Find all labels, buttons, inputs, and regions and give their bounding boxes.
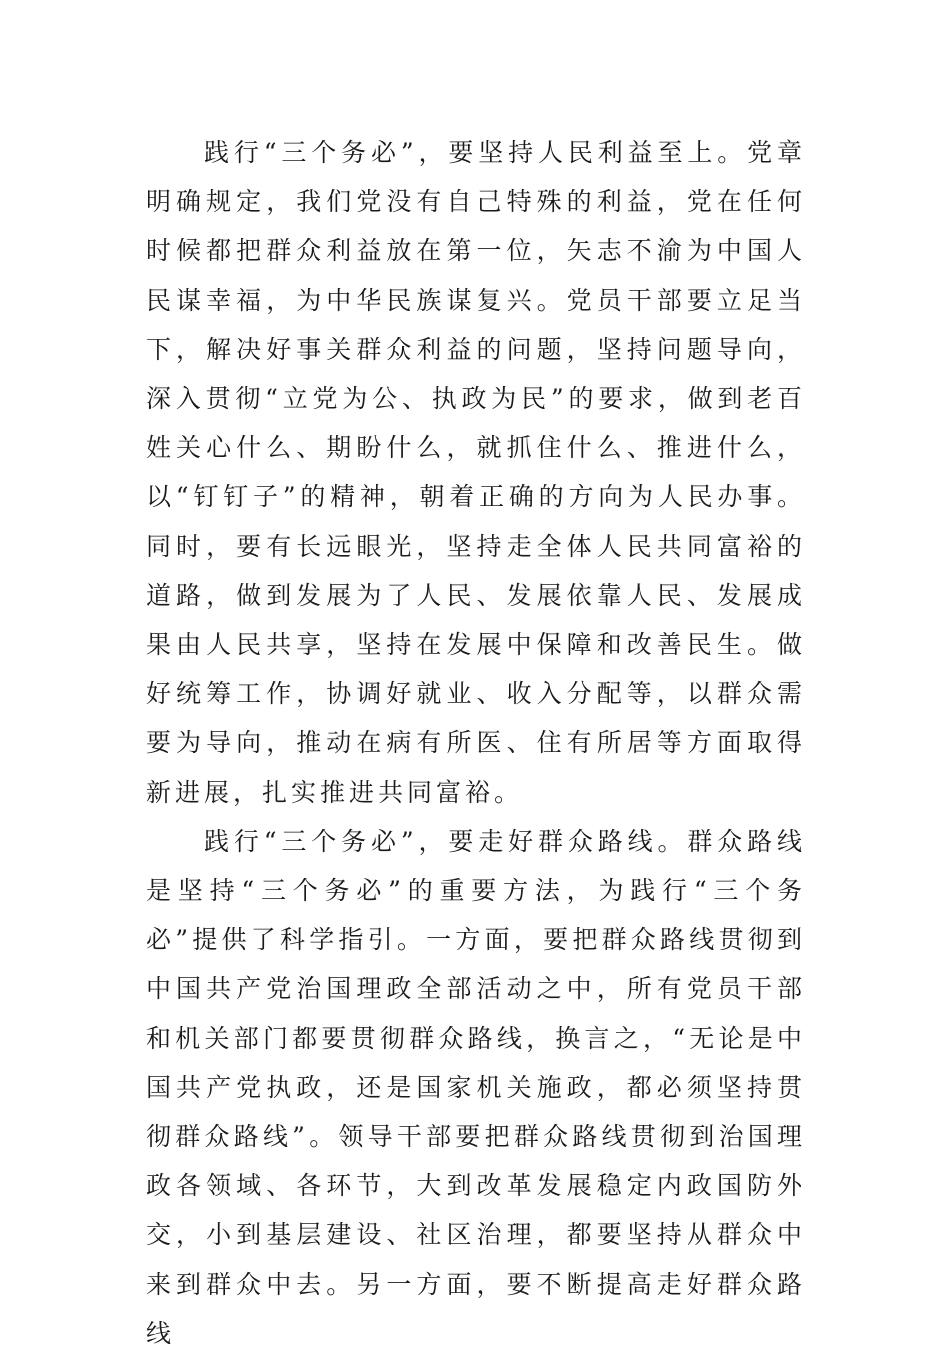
document-page [146,128,806,1348]
paragraph-mass-line: 践行“三个务必”，要走好群众路线。群众路线是坚持“三个务必”的重要方法，为践行“三个务必”提供了科学指引。一方面，要把群众路线贯彻到中国共产党治国理政全部活动之中，所有党员干部和机关部门都要贯彻群众路线，换言之，“无论是中国共产党执政，还是国家机关施政，都必须坚持贯彻群众路线”。领导干部要把群众路线贯彻到治国理政各领域、各环节，大到改革发展稳定内政国防外交，小到基层建设、社区治理，都要坚持从群众中来到群众中去。另一方面，要不断提高走好群众路线 [146,826,806,1348]
paragraph-people-interests: 践行“三个务必”，要坚持人民利益至上。党章明确规定，我们党没有自己特殊的利益，党在任何时候都把群众利益放在第一位，矢志不渝为中国人民谋幸福，为中华民族谋复兴。党员干部要立足当下，解决好事关群众利益的问题，坚持问题导向，深入贯彻“立党为公、执政为民”的要求，做到老百姓关心什么、期盼什么，就抓住什么、推进什么，以“钉钉子”的精神，朝着正确的方向为人民办事。同时，要有长远眼光，坚持走全体人民共同富裕的道路，做到发展为了人民、发展依靠人民、发展成果由人民共享，坚持在发展中保障和改善民生。做好统筹工作，协调好就业、收入分配等，以群众需要为导向，推动在病有所医、住有所居等方面取得新进展，扎实推进共同富裕。 [146,138,806,807]
